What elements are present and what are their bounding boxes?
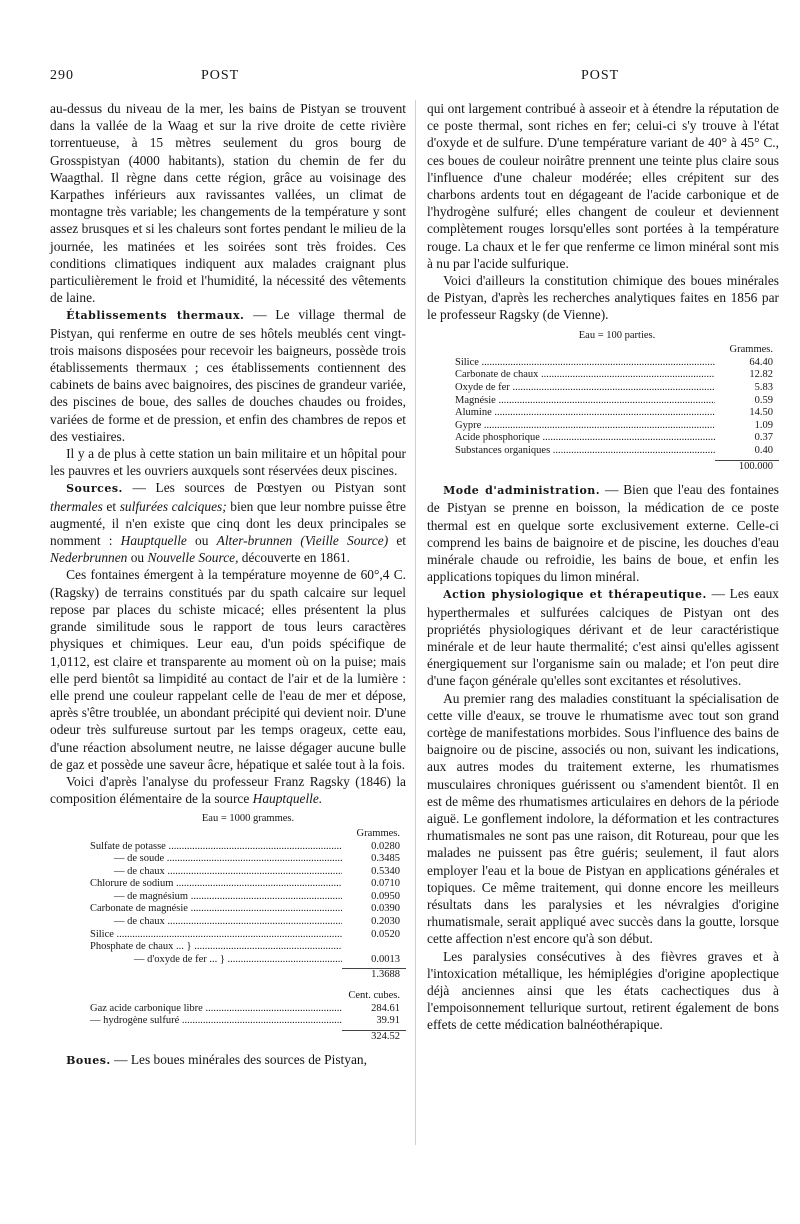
section-heading: Établissements thermaux. bbox=[66, 309, 245, 323]
section-heading: Action physiologique et thérapeutique. bbox=[443, 588, 707, 602]
row-value: 0.0710 bbox=[371, 878, 400, 890]
table-caption: Eau = 100 parties. bbox=[578, 329, 656, 341]
row-label: Sulfate de potasse ..... bbox=[90, 841, 342, 854]
text-run: ou bbox=[127, 550, 148, 566]
table-row bbox=[455, 432, 779, 445]
table-unit: Cent. cubes. bbox=[348, 990, 400, 1002]
text-run: et bbox=[102, 498, 120, 514]
gas-table bbox=[90, 990, 406, 1043]
table-row bbox=[90, 916, 406, 929]
paragraph-text: — Le village thermal de Pistyan, qui renferme en outre de ses hôtels meublés cent vingt-trois maisons disposées pour recevoir les baigneurs, possède trois établissements thermaux ; ces établissements contiennent des cabinets de bains avec baignoires, des piscines de grandeur variée, des piscines de boue, des salles de douches chaudes ou froides, variées de forme et de pression, et enfin des chambres de repos et des vestiaires. bbox=[50, 307, 406, 444]
table-total bbox=[455, 458, 779, 474]
table-row bbox=[90, 941, 406, 954]
paragraph-analyse bbox=[50, 773, 406, 807]
row-label: Silice ..... bbox=[90, 929, 342, 942]
paragraph-etablissements bbox=[50, 306, 406, 445]
paragraph-fontaines: Ces fontaines émergent à la température moyenne de 60°,4 C. (Ragsky) de terrains constitués par du spath calcaire sur lequel repose par places du schiste micacé; elles présentent la plus grande similitude sous le rapport de tous leurs caractères physiques et chimiques. Leur eau, d'un poids spécifique de 1,0112, est claire et transparente au moment où on la puise; mais elle perd bientôt sa limpidité au contact de l'air et de la lumière : elle prend une couleur rappelant celle de l'eau de mer et dépose, après s'être troublée, un abondant précipité qui devient noir. D'une odeur très sulfureuse surtout par les temps orageux, cette eau, d'une réaction absolument neutre, ne laisse dégager aucune bulle de gaz et possède une saveur âcre, hépatique et salée tout à la fois. bbox=[50, 567, 406, 772]
row-value: 1.09 bbox=[754, 419, 773, 431]
italic-run: Hauptquelle. bbox=[252, 791, 323, 807]
row-label: — de soude ..... bbox=[90, 853, 342, 866]
right-column bbox=[427, 100, 779, 1034]
row-label: — de chaux ..... bbox=[90, 916, 342, 929]
table-rows bbox=[90, 1003, 406, 1028]
row-value: 39.91 bbox=[376, 1015, 400, 1027]
table-total bbox=[90, 1028, 406, 1044]
table-row bbox=[90, 853, 406, 866]
table-caption: Eau = 1000 grammes. bbox=[201, 813, 295, 825]
text-run: et bbox=[388, 533, 407, 549]
paragraph-climate: au-dessus du niveau de la mer, les bains de Pistyan se trouvent dans la vallée de la Waag et sur la rive droite de cette rivière torrentueuse, à 15 mètres seulement du gros bourg de Grosspistyan (4000 habitants), station du chemin de fer du Waagthal. Il règne dans cette région, grâce au voisinage des Karpathes inférieurs aux ravissantes vallées, un climat de montagne très variable; les changements de la température y sont assez brusques et si les chaleurs sont fortes pendant le milieu de la journée, les matinées et les soirées sont très froides. Ces conditions climatiques indiquent aux malades craignant plus particulièrement le froid et l'humidité, la nécessité des vêtements de laine. bbox=[50, 101, 406, 306]
section-heading: Boues. bbox=[66, 1054, 111, 1068]
row-label: Magnésie ..... bbox=[455, 395, 715, 408]
row-value: 0.37 bbox=[754, 432, 773, 444]
mud-composition-table bbox=[455, 330, 779, 474]
table-unit: Grammes. bbox=[729, 344, 773, 356]
table-row bbox=[90, 1015, 406, 1028]
italic-run: Nouvelle Source, bbox=[147, 550, 239, 566]
table-unit: Grammes. bbox=[356, 827, 400, 839]
composition-table bbox=[90, 813, 406, 982]
row-value: 0.59 bbox=[754, 394, 773, 406]
section-heading: Sources. bbox=[66, 482, 123, 496]
table-row bbox=[90, 929, 406, 942]
row-label: Oxyde de fer ..... bbox=[455, 382, 715, 395]
row-label: — de chaux ..... bbox=[90, 866, 342, 879]
text-run: bien que leur nombre puisse être augmenté, il n'en existe que cinq dont les deux principales se nomment : bbox=[50, 498, 407, 549]
paragraph-boues-suite: qui ont largement contribué à asseoir et à étendre la réputation de ce poste thermal, sont riches en fer; celui-ci s'y trouve à l'état d'oxyde et de sulfure. D'une température variant de 40° à 45° C., ces boues de couleur noirâtre prennent une teinte plus claire sous l'influence d'une chaleur modérée; elles crépitent sur des charbons ardents tout en dégageant de l'acide carbonique et de l'hydrogène sulfuré; elles changent de couleur et deviennent complètement rouges lorsqu'elles sont portées à la température rouge. La chaux et le fer que renferme ce limon minéral sont mis à nu par l'acide sulfurique. bbox=[427, 101, 779, 271]
text-run: découverte en 1861. bbox=[238, 550, 350, 566]
paragraph-sources bbox=[50, 479, 406, 566]
paragraph-rhumatisme: Au premier rang des maladies constituant la spécialisation de cette ville d'eaux, se trouve le rhumatisme avec tout son grand cortège de manifestations morbides. Sous l'influence des bains de baignoire ou de piscine, associés ou non, suivant les indications, aux autres modes du traitement externe, les rhumatismes musculaires chroniques guérissent ou s'amendent bientôt. Il en est de même des rhumatismes articulaires en dehors de la période aiguë. Le gonflement indolore, la déformation et les contractures rhumatismales ne sont pas une raison, dit Rotureau, pour que les malades ne puissent pas être guéris; seulement, il faut alors employer l'eau et la boue de Pistyan en applications générales et topiques. Ce même traitement, qui donne encore les meilleurs résultats dans les paralysies et les névralgies d'origine rhumatismale, serait appliqué avec succès dans la goutte, lorsque cette affection n'est encore qu'à son début. bbox=[427, 690, 779, 947]
row-label: Gypre ..... bbox=[455, 420, 715, 433]
row-label: Acide phosphorique ..... bbox=[455, 432, 715, 445]
text-run: — Les sources de Pœstyen ou Pistyan sont bbox=[122, 480, 406, 496]
row-value: 64.40 bbox=[749, 356, 773, 368]
table-row bbox=[455, 395, 779, 408]
row-label: Substances organiques ..... bbox=[455, 445, 715, 458]
row-value: 284.61 bbox=[371, 1002, 400, 1014]
left-running-title: POST bbox=[201, 68, 240, 83]
paragraph-text: — Bien que l'eau des fontaines de Pistyan se prenne en boisson, la médication de ce poste thermal est en quelque sorte exclusivement externe. Celle-ci comprend les bains de baignoire et de piscine, les douches d'eau minérale chaude ou refroidie, les bains de boue, et enfin les applications topiques du limon minéral. bbox=[427, 482, 779, 585]
paragraph-administration bbox=[427, 481, 779, 585]
running-header bbox=[0, 68, 800, 88]
row-label: Phosphate de chaux ... } ..... bbox=[90, 941, 342, 954]
row-value: 0.0280 bbox=[371, 840, 400, 852]
column-divider bbox=[415, 100, 416, 1145]
text-run: Voici d'après l'analyse du professeur Franz Ragsky (1846) la composition élémentaire de la source bbox=[50, 773, 406, 807]
table-row bbox=[90, 878, 406, 891]
page-number: 290 bbox=[50, 68, 74, 83]
table-row bbox=[455, 382, 779, 395]
table-row bbox=[455, 369, 779, 382]
row-value: 0.0520 bbox=[371, 928, 400, 940]
table-row bbox=[90, 954, 406, 967]
row-value: 0.5340 bbox=[371, 865, 400, 877]
row-value: 0.40 bbox=[754, 444, 773, 456]
table-row bbox=[455, 445, 779, 458]
row-label: — de magnésium ..... bbox=[90, 891, 342, 904]
table-row bbox=[90, 1003, 406, 1016]
table-row bbox=[455, 357, 779, 370]
table-row bbox=[90, 891, 406, 904]
paragraph-action bbox=[427, 585, 779, 689]
italic-run: sulfurées calciques; bbox=[119, 498, 227, 514]
italic-run: thermales bbox=[50, 498, 103, 514]
total-value: 100.000 bbox=[715, 460, 779, 474]
row-label: Chlorure de sodium ..... bbox=[90, 878, 342, 891]
italic-run: Alter-brunnen (Vieille Source) bbox=[216, 533, 389, 549]
table-row bbox=[90, 841, 406, 854]
table-row bbox=[90, 866, 406, 879]
italic-run: Nederbrunnen bbox=[50, 550, 128, 566]
row-value: 14.50 bbox=[749, 407, 773, 419]
row-value: 0.0390 bbox=[371, 903, 400, 915]
row-label: Alumine ..... bbox=[455, 407, 715, 420]
row-value: 0.0950 bbox=[371, 890, 400, 902]
table-row bbox=[455, 407, 779, 420]
row-value: 12.82 bbox=[749, 369, 773, 381]
row-label: — d'oxyde de fer ... } ..... bbox=[90, 954, 342, 967]
row-label: — hydrogène sulfuré ..... bbox=[90, 1015, 342, 1028]
table-row bbox=[90, 903, 406, 916]
table-row bbox=[455, 420, 779, 433]
italic-run: Hauptquelle bbox=[120, 533, 187, 549]
row-label: Gaz acide carbonique libre ..... bbox=[90, 1003, 342, 1016]
row-label: Carbonate de magnésie ..... bbox=[90, 903, 342, 916]
table-rows bbox=[455, 357, 779, 458]
left-column bbox=[50, 100, 406, 1070]
row-value: 0.3485 bbox=[371, 853, 400, 865]
paragraph-bain-militaire: Il y a de plus à cette station un bain militaire et un hôpital pour les pauvres et les ouvriers auxquels sont réservées deux piscines. bbox=[50, 446, 406, 479]
paragraph-paralysies: Les paralysies consécutives à des fièvres graves et à l'intoxication métallique, les hémiplégies d'origine apoplectique déjà anciennes ainsi que les états cachectiques dus à l'empoisonnement tellurique surtout, retirent également de bons effets de cette médication balnéothérapique. bbox=[427, 948, 779, 1033]
row-label: Carbonate de chaux ..... bbox=[455, 369, 715, 382]
table-total bbox=[90, 966, 406, 982]
paragraph-text: — Les boues minérales des sources de Pistyan, bbox=[110, 1052, 367, 1068]
row-value: 0.2030 bbox=[371, 916, 400, 928]
paragraph-constitution: Voici d'ailleurs la constitution chimique des boues minérales de Pistyan, d'après les recherches analytiques faites en 1856 par le professeur Ragsky (de Vienne). bbox=[427, 273, 779, 323]
paragraph-boues bbox=[50, 1051, 406, 1069]
text-run: ou bbox=[186, 533, 217, 549]
row-label: Silice ..... bbox=[455, 357, 715, 370]
row-value: 0.0013 bbox=[371, 953, 400, 965]
total-value: 1.3688 bbox=[342, 968, 406, 982]
row-value: 5.83 bbox=[754, 382, 773, 394]
total-value: 324.52 bbox=[342, 1030, 406, 1044]
paragraph-text: — Les eaux hyperthermales et sulfurées calciques de Pistyan ont des propriétés physiologiques dérivant et de leur caractéristique minérale et de leur haute thermalité; c'est ainsi qu'elles agissent énergiquement sur l'organisme sain ou malade; et l'on peut dire d'une façon générale qu'elles sont excitantes et résolutives. bbox=[427, 586, 779, 689]
right-running-title: POST bbox=[581, 68, 620, 83]
table-rows bbox=[90, 841, 406, 967]
section-heading: Mode d'administration. bbox=[443, 484, 601, 498]
